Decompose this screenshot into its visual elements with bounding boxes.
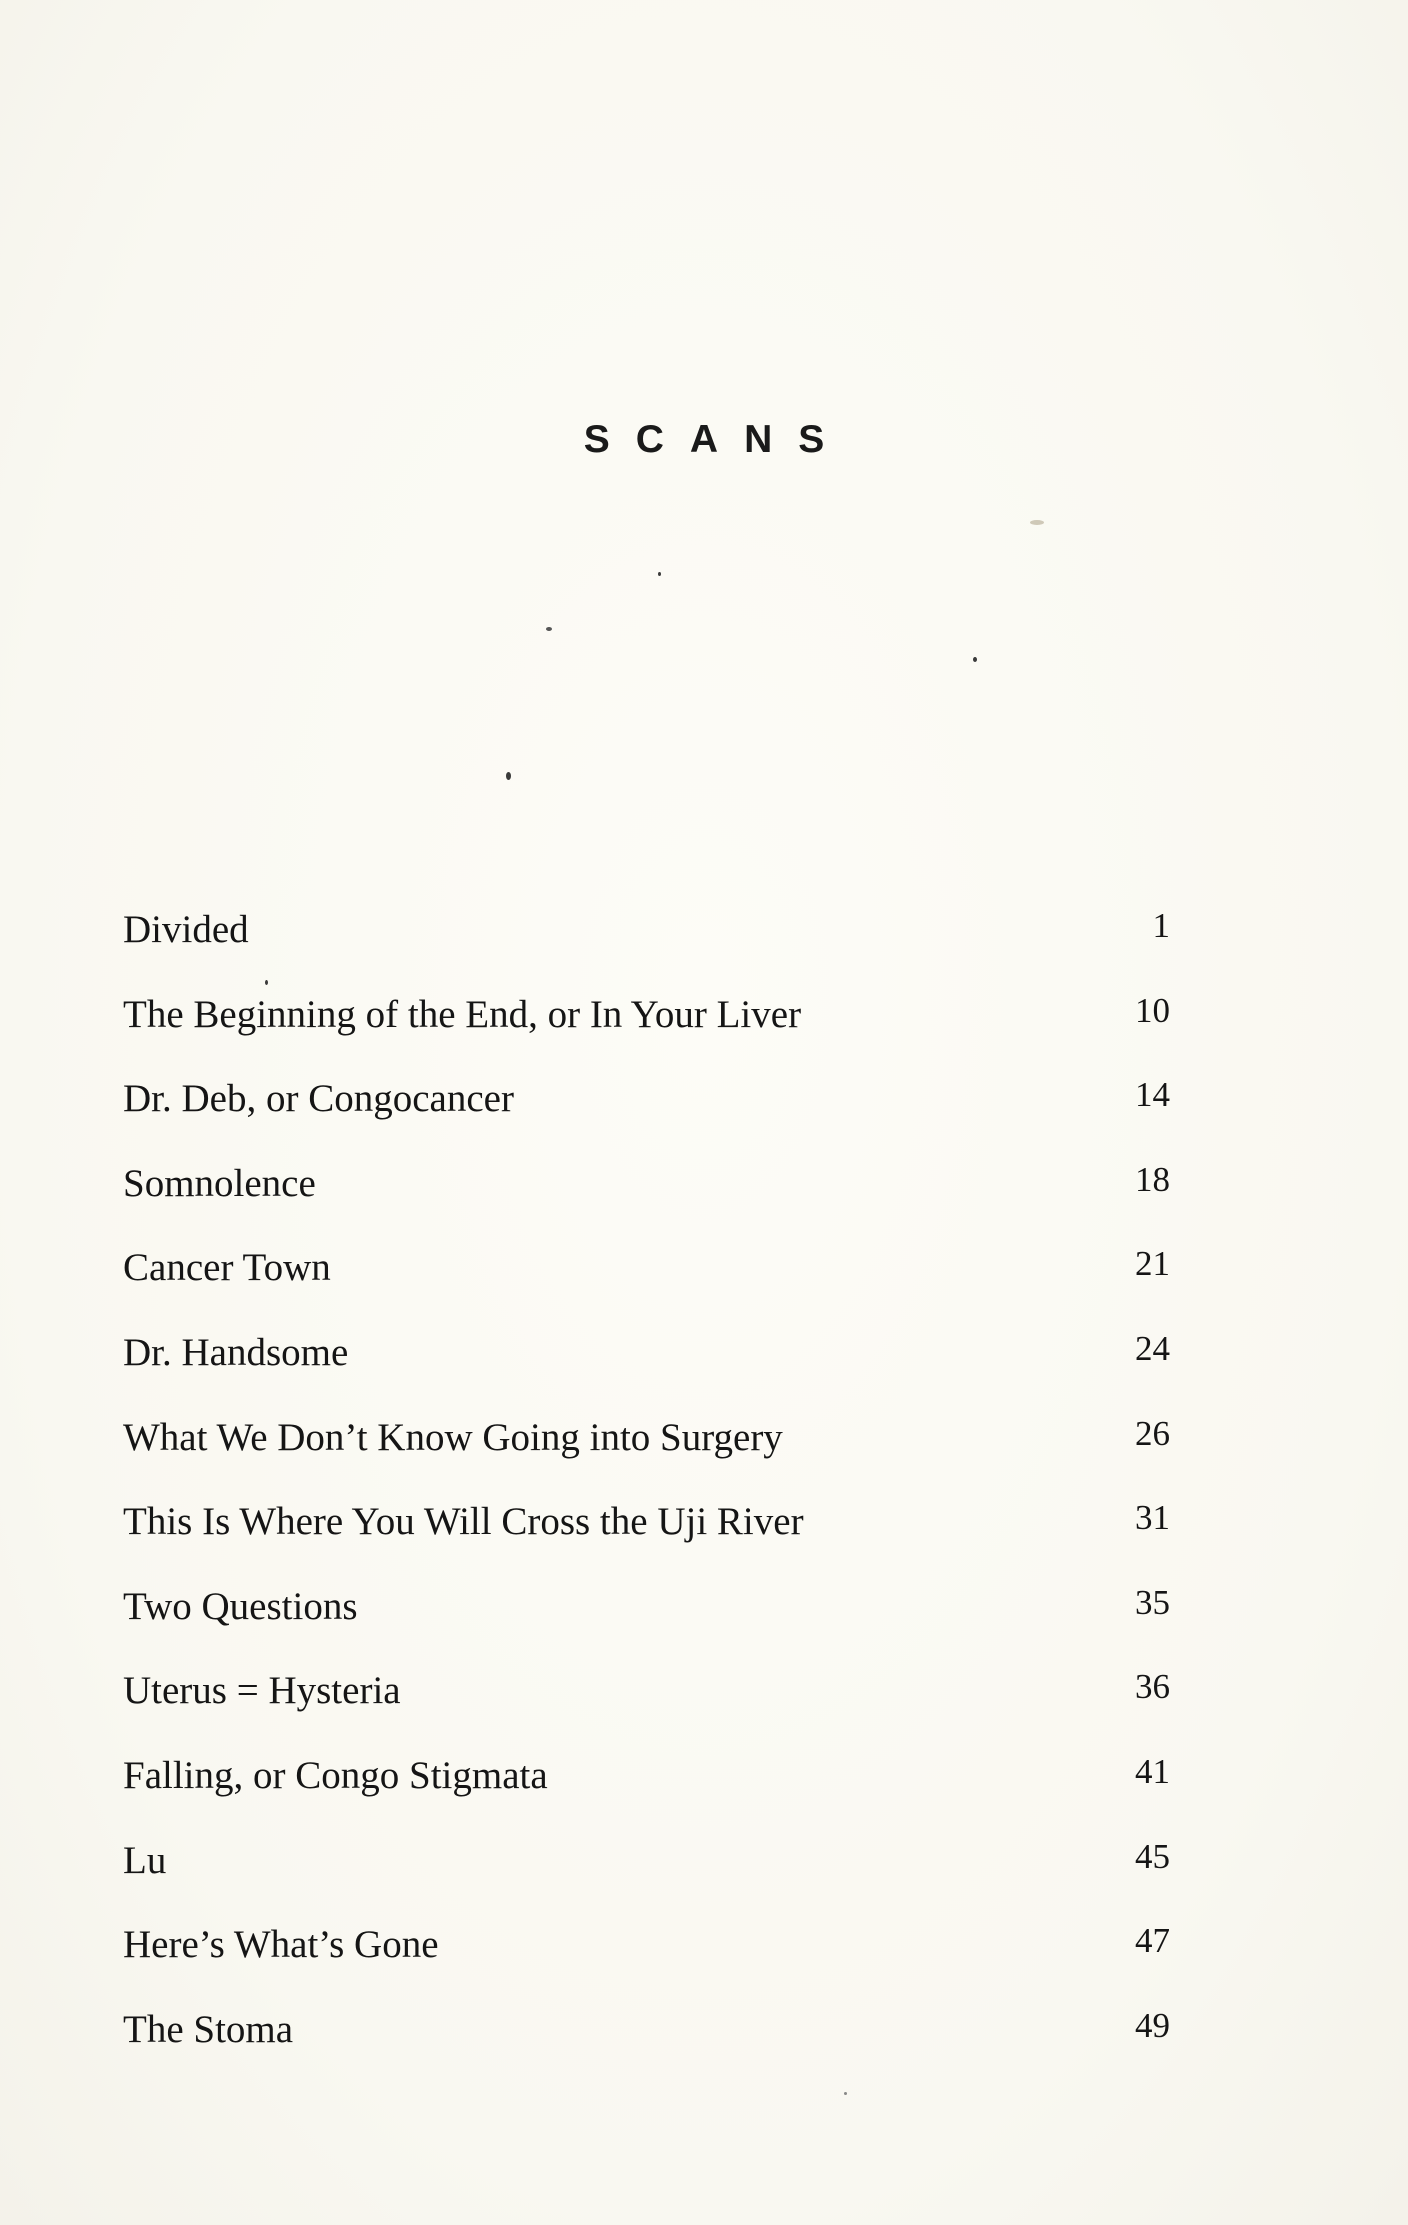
page-number: 35 (1135, 1582, 1170, 1622)
toc-entry (123, 1666, 1170, 1751)
toc-entry (123, 1497, 1170, 1582)
paper-speck (844, 2092, 847, 2095)
chapter-title: Dr. Deb, or Congocancer (123, 1077, 514, 1121)
chapter-title: Divided (123, 908, 249, 951)
page-number: 49 (1135, 2005, 1170, 2045)
chapter-title: Lu (123, 1838, 167, 1882)
paper-speck (658, 572, 661, 576)
chapter-title: This Is Where You Will Cross the Uji River (123, 1500, 804, 1544)
paper-speck (973, 657, 977, 662)
section-title: SCANS (583, 418, 851, 461)
toc-entry (123, 1413, 1170, 1498)
chapter-title: Here’s What’s Gone (123, 1923, 439, 1967)
page-number: 41 (1135, 1751, 1170, 1791)
page-number: 45 (1135, 1836, 1170, 1876)
toc-entry (123, 1920, 1170, 2005)
paper-speck (546, 627, 552, 631)
toc-entry (123, 1582, 1170, 1667)
toc-entry (123, 905, 1170, 990)
page-number: 10 (1135, 990, 1170, 1030)
chapter-title: Two Questions (123, 1584, 358, 1628)
page-number: 18 (1135, 1159, 1170, 1199)
toc-entry (123, 2005, 1170, 2090)
toc-entry (123, 1836, 1170, 1921)
chapter-title: Cancer Town (123, 1246, 331, 1290)
page-number: 47 (1135, 1921, 1170, 1961)
chapter-title: The Beginning of the End, or In Your Liver (123, 992, 802, 1036)
page-number: 1 (1152, 906, 1170, 945)
chapter-title: Dr. Handsome (123, 1330, 349, 1374)
page-number: 26 (1135, 1413, 1170, 1453)
chapter-title: What We Don’t Know Going into Surgery (123, 1415, 783, 1459)
page-number: 36 (1135, 1667, 1170, 1707)
page-number: 21 (1135, 1244, 1170, 1284)
toc-entry (123, 1243, 1170, 1328)
page-number: 14 (1135, 1075, 1170, 1115)
chapter-title: The Stoma (123, 2007, 294, 2051)
paper-speck (1030, 520, 1044, 525)
table-of-contents (123, 905, 1170, 2089)
toc-entry (123, 1751, 1170, 1836)
page-number: 31 (1135, 1498, 1170, 1538)
toc-entry (123, 1328, 1170, 1413)
chapter-title: Somnolence (123, 1161, 316, 1205)
chapter-title: Falling, or Congo Stigmata (123, 1753, 548, 1797)
toc-entry (123, 1159, 1170, 1244)
toc-entry (123, 990, 1170, 1075)
chapter-title: Uterus = Hysteria (123, 1669, 401, 1713)
toc-entry (123, 1074, 1170, 1159)
paper-speck (506, 772, 511, 780)
page-number: 24 (1135, 1328, 1170, 1368)
